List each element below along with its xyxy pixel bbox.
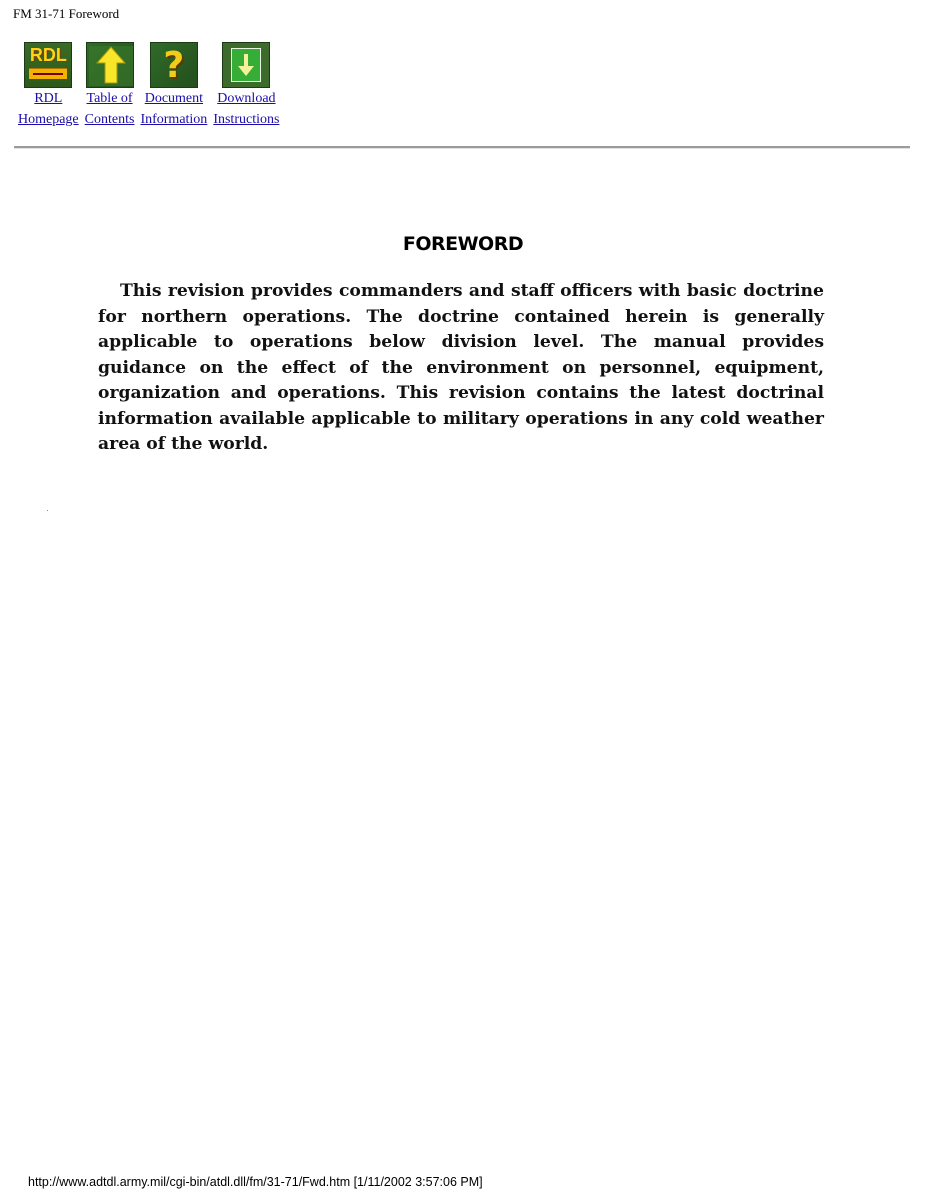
question-mark-icon[interactable]: ?	[150, 42, 198, 88]
rdl-logo-icon[interactable]: RDL	[24, 42, 72, 88]
document-paragraph: This revision provides commanders and staff officers with basic doctrine for northern operations. The doctrine contained herein is generally applicable to operations below division level. The manual provides guidance on the effect of the environment on personnel, equipment, organization and operations. This revision contains the latest doctrinal information available applicable to military operations in any cold weather area of the world.	[98, 281, 824, 454]
page-footer-url: http://www.adtdl.army.mil/cgi-bin/atdl.dll/fm/31-71/Fwd.htm [1/11/2002 3:57:06 PM]	[28, 1175, 483, 1189]
nav-rdl-homepage-link[interactable]	[18, 42, 79, 130]
nav-download-instructions-label[interactable]: Download Instructions	[213, 91, 280, 127]
nav-table-of-contents-label[interactable]: Table of Contents	[84, 91, 135, 127]
scan-speck	[47, 510, 48, 511]
navigation-bar	[18, 42, 285, 130]
nav-document-information-label[interactable]: Document Information	[140, 91, 208, 127]
download-arrow-icon[interactable]	[222, 42, 270, 88]
nav-rdl-homepage-label[interactable]: RDL Homepage	[18, 91, 79, 127]
up-arrow-icon[interactable]	[86, 42, 134, 88]
page-header-title: FM 31-71 Foreword	[13, 6, 120, 21]
nav-document-information-link[interactable]	[140, 42, 207, 130]
horizontal-divider	[14, 146, 910, 149]
nav-table-of-contents-link[interactable]	[85, 42, 135, 130]
nav-download-instructions-link[interactable]	[213, 42, 279, 130]
document-heading: FOREWORD	[402, 233, 524, 255]
